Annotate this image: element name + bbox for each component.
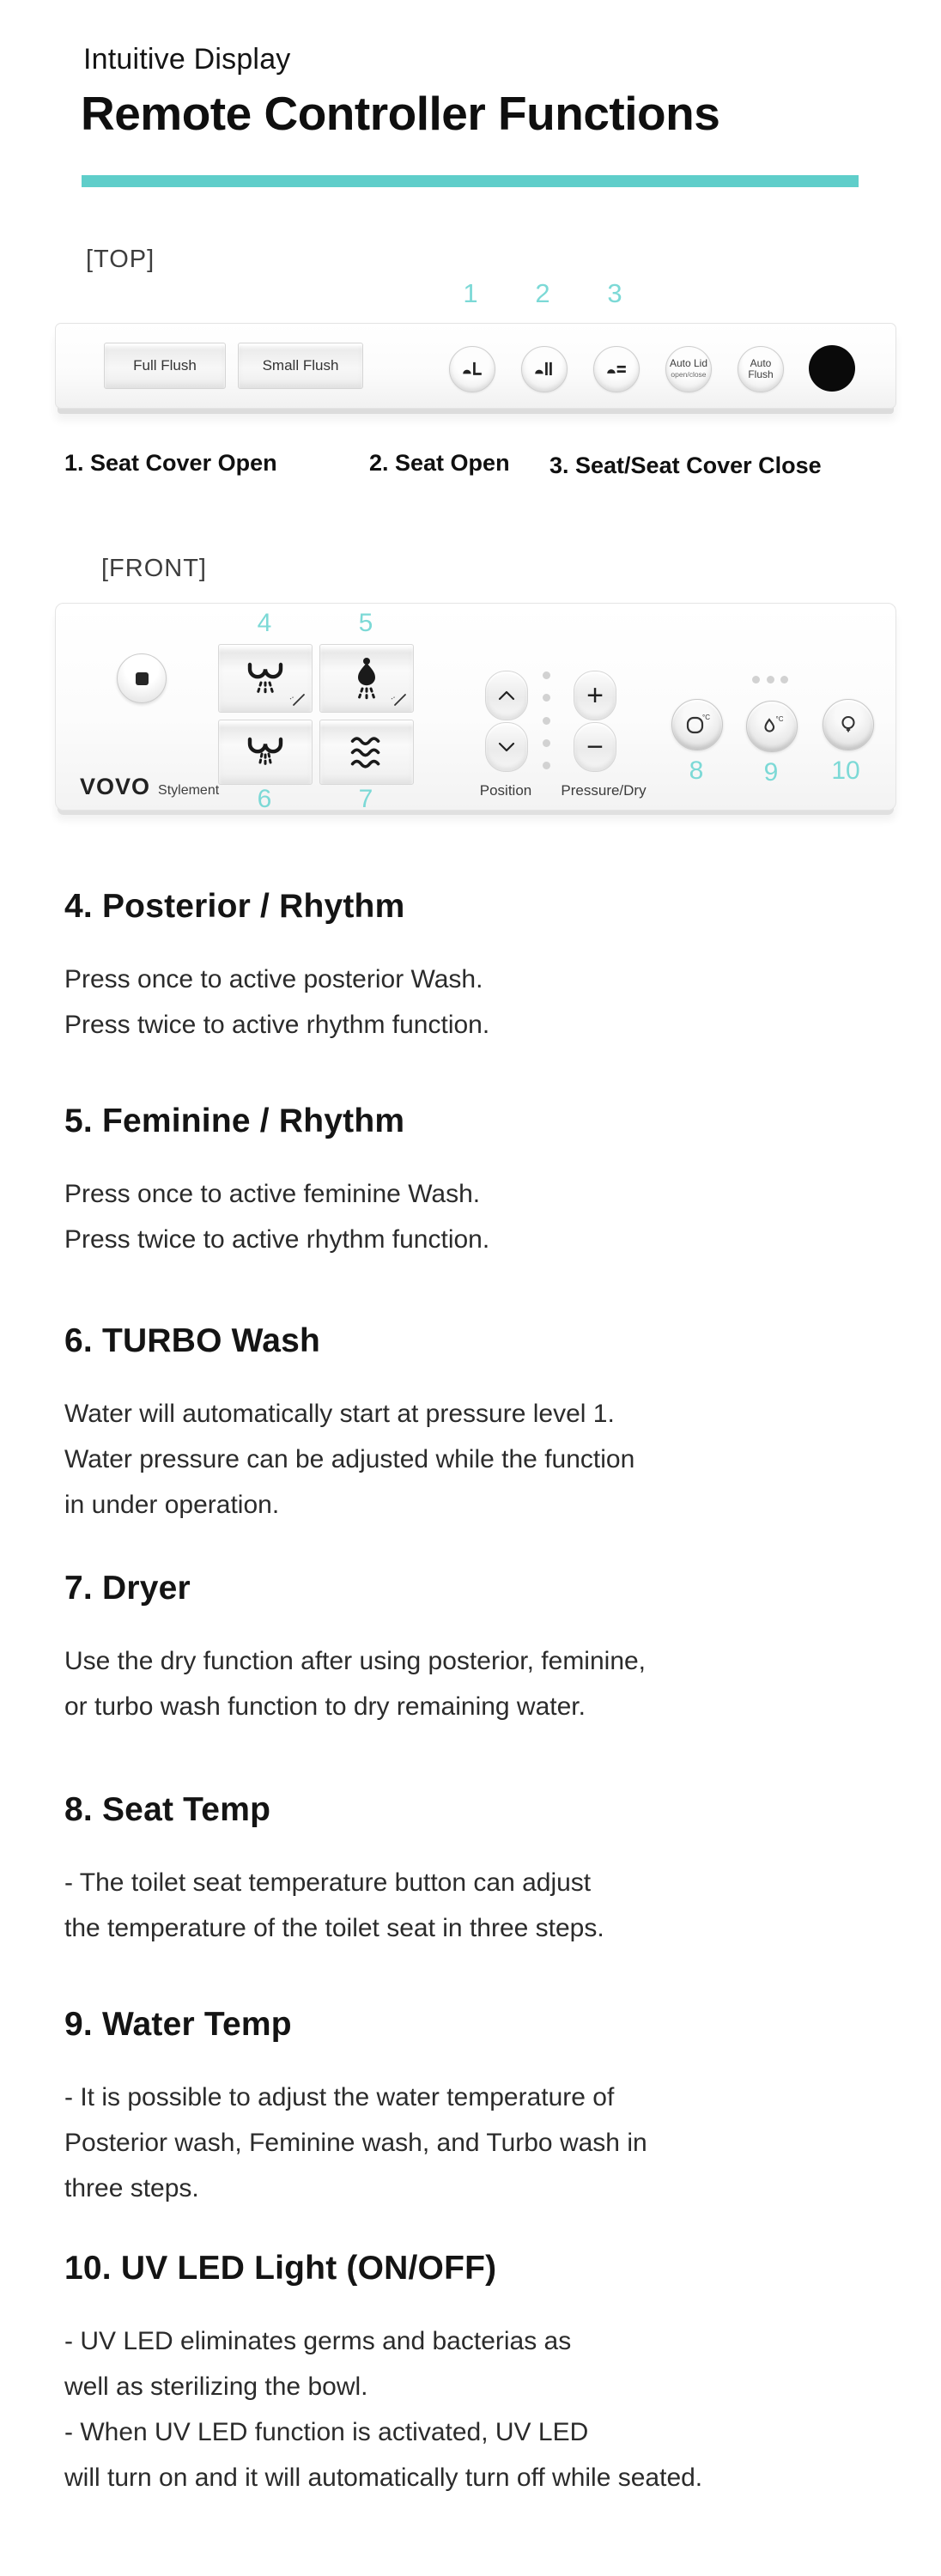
section-body-line: Use the dry function after using posterior, feminine, <box>64 1647 647 1675</box>
callout-4: 4 <box>257 609 272 637</box>
svg-text:°C: °C <box>775 715 784 723</box>
uv-led-icon <box>834 710 863 739</box>
section-turbo-wash <box>64 1322 906 1528</box>
callout-2: 2 <box>535 278 550 308</box>
section-posterior-rhythm <box>64 888 906 1048</box>
seat-open-icon <box>533 361 555 378</box>
seat-open-button <box>521 346 568 392</box>
position-up-button <box>485 671 528 720</box>
section-seat-temp <box>64 1791 906 1951</box>
seat-temp-icon <box>683 710 712 739</box>
brand-logo: VOVO <box>80 774 151 799</box>
stop-button <box>117 653 167 703</box>
pressure-minus-button <box>574 722 616 772</box>
caption-seat-open: 2. Seat Open <box>369 450 510 476</box>
section-body-line: Press twice to active rhythm function. <box>64 1225 490 1254</box>
section-body-line: Press once to active feminine Wash. <box>64 1180 481 1208</box>
section-heading: 8. Seat Temp <box>64 1791 271 1828</box>
section-heading: 7. Dryer <box>64 1570 191 1607</box>
minus-icon: − <box>586 731 604 763</box>
uv-led-button <box>823 699 874 750</box>
posterior-wash-icon <box>242 654 288 702</box>
seat-temp-button <box>671 699 723 750</box>
callout-6: 6 <box>257 785 272 813</box>
intuitive-display-label: Intuitive Display <box>83 43 291 76</box>
section-heading: 5. Feminine / Rhythm <box>64 1103 405 1139</box>
callout-10: 10 <box>831 756 860 785</box>
dryer-button <box>319 720 414 785</box>
section-body <box>64 1171 906 1262</box>
pressure-dry-label: Pressure/Dry <box>561 782 647 799</box>
accent-underline <box>82 175 859 187</box>
section-body-line: will turn on and it will automatically turn off while seated. <box>64 2464 703 2492</box>
callout-3: 3 <box>607 278 622 308</box>
svg-text:°C: °C <box>702 714 710 721</box>
section-body <box>64 1638 906 1729</box>
caption-seat-cover-open: 1. Seat Cover Open <box>64 450 277 476</box>
sensor-dot <box>809 345 855 392</box>
section-body-line: - When UV LED function is activated, UV LED <box>64 2418 589 2446</box>
seat-cover-open-button <box>449 346 495 392</box>
seat-cover-open-icon <box>461 361 483 378</box>
water-temp-icon <box>757 712 786 741</box>
front-view-label: [FRONT] <box>101 555 207 582</box>
top-view-label: [TOP] <box>86 246 155 273</box>
section-heading: 9. Water Temp <box>64 2006 292 2043</box>
water-temp-button <box>746 701 798 752</box>
position-down-icon <box>497 741 516 753</box>
section-body-line: - The toilet seat temperature button can adjust <box>64 1868 592 1897</box>
section-body-line: or turbo wash function to dry remaining water. <box>64 1692 586 1721</box>
brand-model: Stylement <box>158 783 220 798</box>
section-heading: 4. Posterior / Rhythm <box>64 888 405 925</box>
section-body <box>64 2075 906 2211</box>
section-heading: 6. TURBO Wash <box>64 1322 321 1359</box>
position-down-button <box>485 722 528 772</box>
auto-flush-button <box>738 346 784 392</box>
position-level-dots <box>543 671 550 769</box>
brand <box>80 774 219 800</box>
section-dryer <box>64 1570 906 1729</box>
plus-icon: + <box>586 679 604 712</box>
auto-flush-label: Auto Flush <box>748 357 774 380</box>
section-body-line: Posterior wash, Feminine wash, and Turbo wash in <box>64 2129 647 2157</box>
seat-seat-cover-close-button <box>593 346 640 392</box>
turbo-wash-icon <box>242 731 288 774</box>
section-feminine-rhythm <box>64 1103 906 1262</box>
section-body-line: Press once to active posterior Wash. <box>64 965 483 993</box>
section-uv-led-light <box>64 2250 906 2500</box>
small-flush-button: Small Flush <box>238 343 363 389</box>
section-body-line: - It is possible to adjust the water temperature of <box>64 2083 615 2111</box>
section-body <box>64 2318 906 2500</box>
seat-close-icon <box>605 361 628 378</box>
section-body <box>64 1391 906 1528</box>
section-body-line: Water will automatically start at pressure level 1. <box>64 1400 615 1428</box>
posterior-wash-button <box>218 644 313 713</box>
section-body-line: Water pressure can be adjusted while the function <box>64 1445 635 1473</box>
section-body-line: in under operation. <box>64 1491 280 1519</box>
top-remote-panel <box>55 323 896 409</box>
callout-1: 1 <box>463 278 478 308</box>
stop-icon <box>136 672 149 685</box>
page-title: Remote Controller Functions <box>81 87 720 140</box>
section-body <box>64 957 906 1048</box>
position-label: Position <box>479 782 532 799</box>
feminine-wash-icon <box>343 654 390 702</box>
auto-lid-button <box>665 346 712 392</box>
auto-lid-label: Auto Lid open/close <box>669 357 708 379</box>
pressure-plus-button <box>574 671 616 720</box>
callout-8: 8 <box>689 756 704 785</box>
feminine-wash-button <box>319 644 414 713</box>
dryer-icon <box>345 732 388 772</box>
full-flush-button: Full Flush <box>104 343 226 389</box>
position-up-icon <box>497 690 516 702</box>
section-body-line: three steps. <box>64 2174 199 2202</box>
section-heading: 10. UV LED Light (ON/OFF) <box>64 2250 497 2287</box>
callout-9: 9 <box>763 758 779 787</box>
section-body-line: - UV LED eliminates germs and bacterias as <box>64 2327 572 2355</box>
temp-level-dots <box>752 676 788 683</box>
callout-7: 7 <box>358 785 373 813</box>
turbo-wash-button <box>218 720 313 785</box>
nozzle-mark-icon <box>389 691 408 707</box>
section-water-temp <box>64 2006 906 2211</box>
section-body-line: Press twice to active rhythm function. <box>64 1011 490 1039</box>
front-remote-panel <box>55 603 896 811</box>
section-body <box>64 1860 906 1951</box>
caption-seat-close: 3. Seat/Seat Cover Close <box>549 453 822 478</box>
section-body-line: the temperature of the toilet seat in three steps. <box>64 1914 604 1942</box>
section-body-line: well as sterilizing the bowl. <box>64 2372 368 2401</box>
callout-5: 5 <box>358 609 373 637</box>
nozzle-mark-icon <box>288 691 307 707</box>
